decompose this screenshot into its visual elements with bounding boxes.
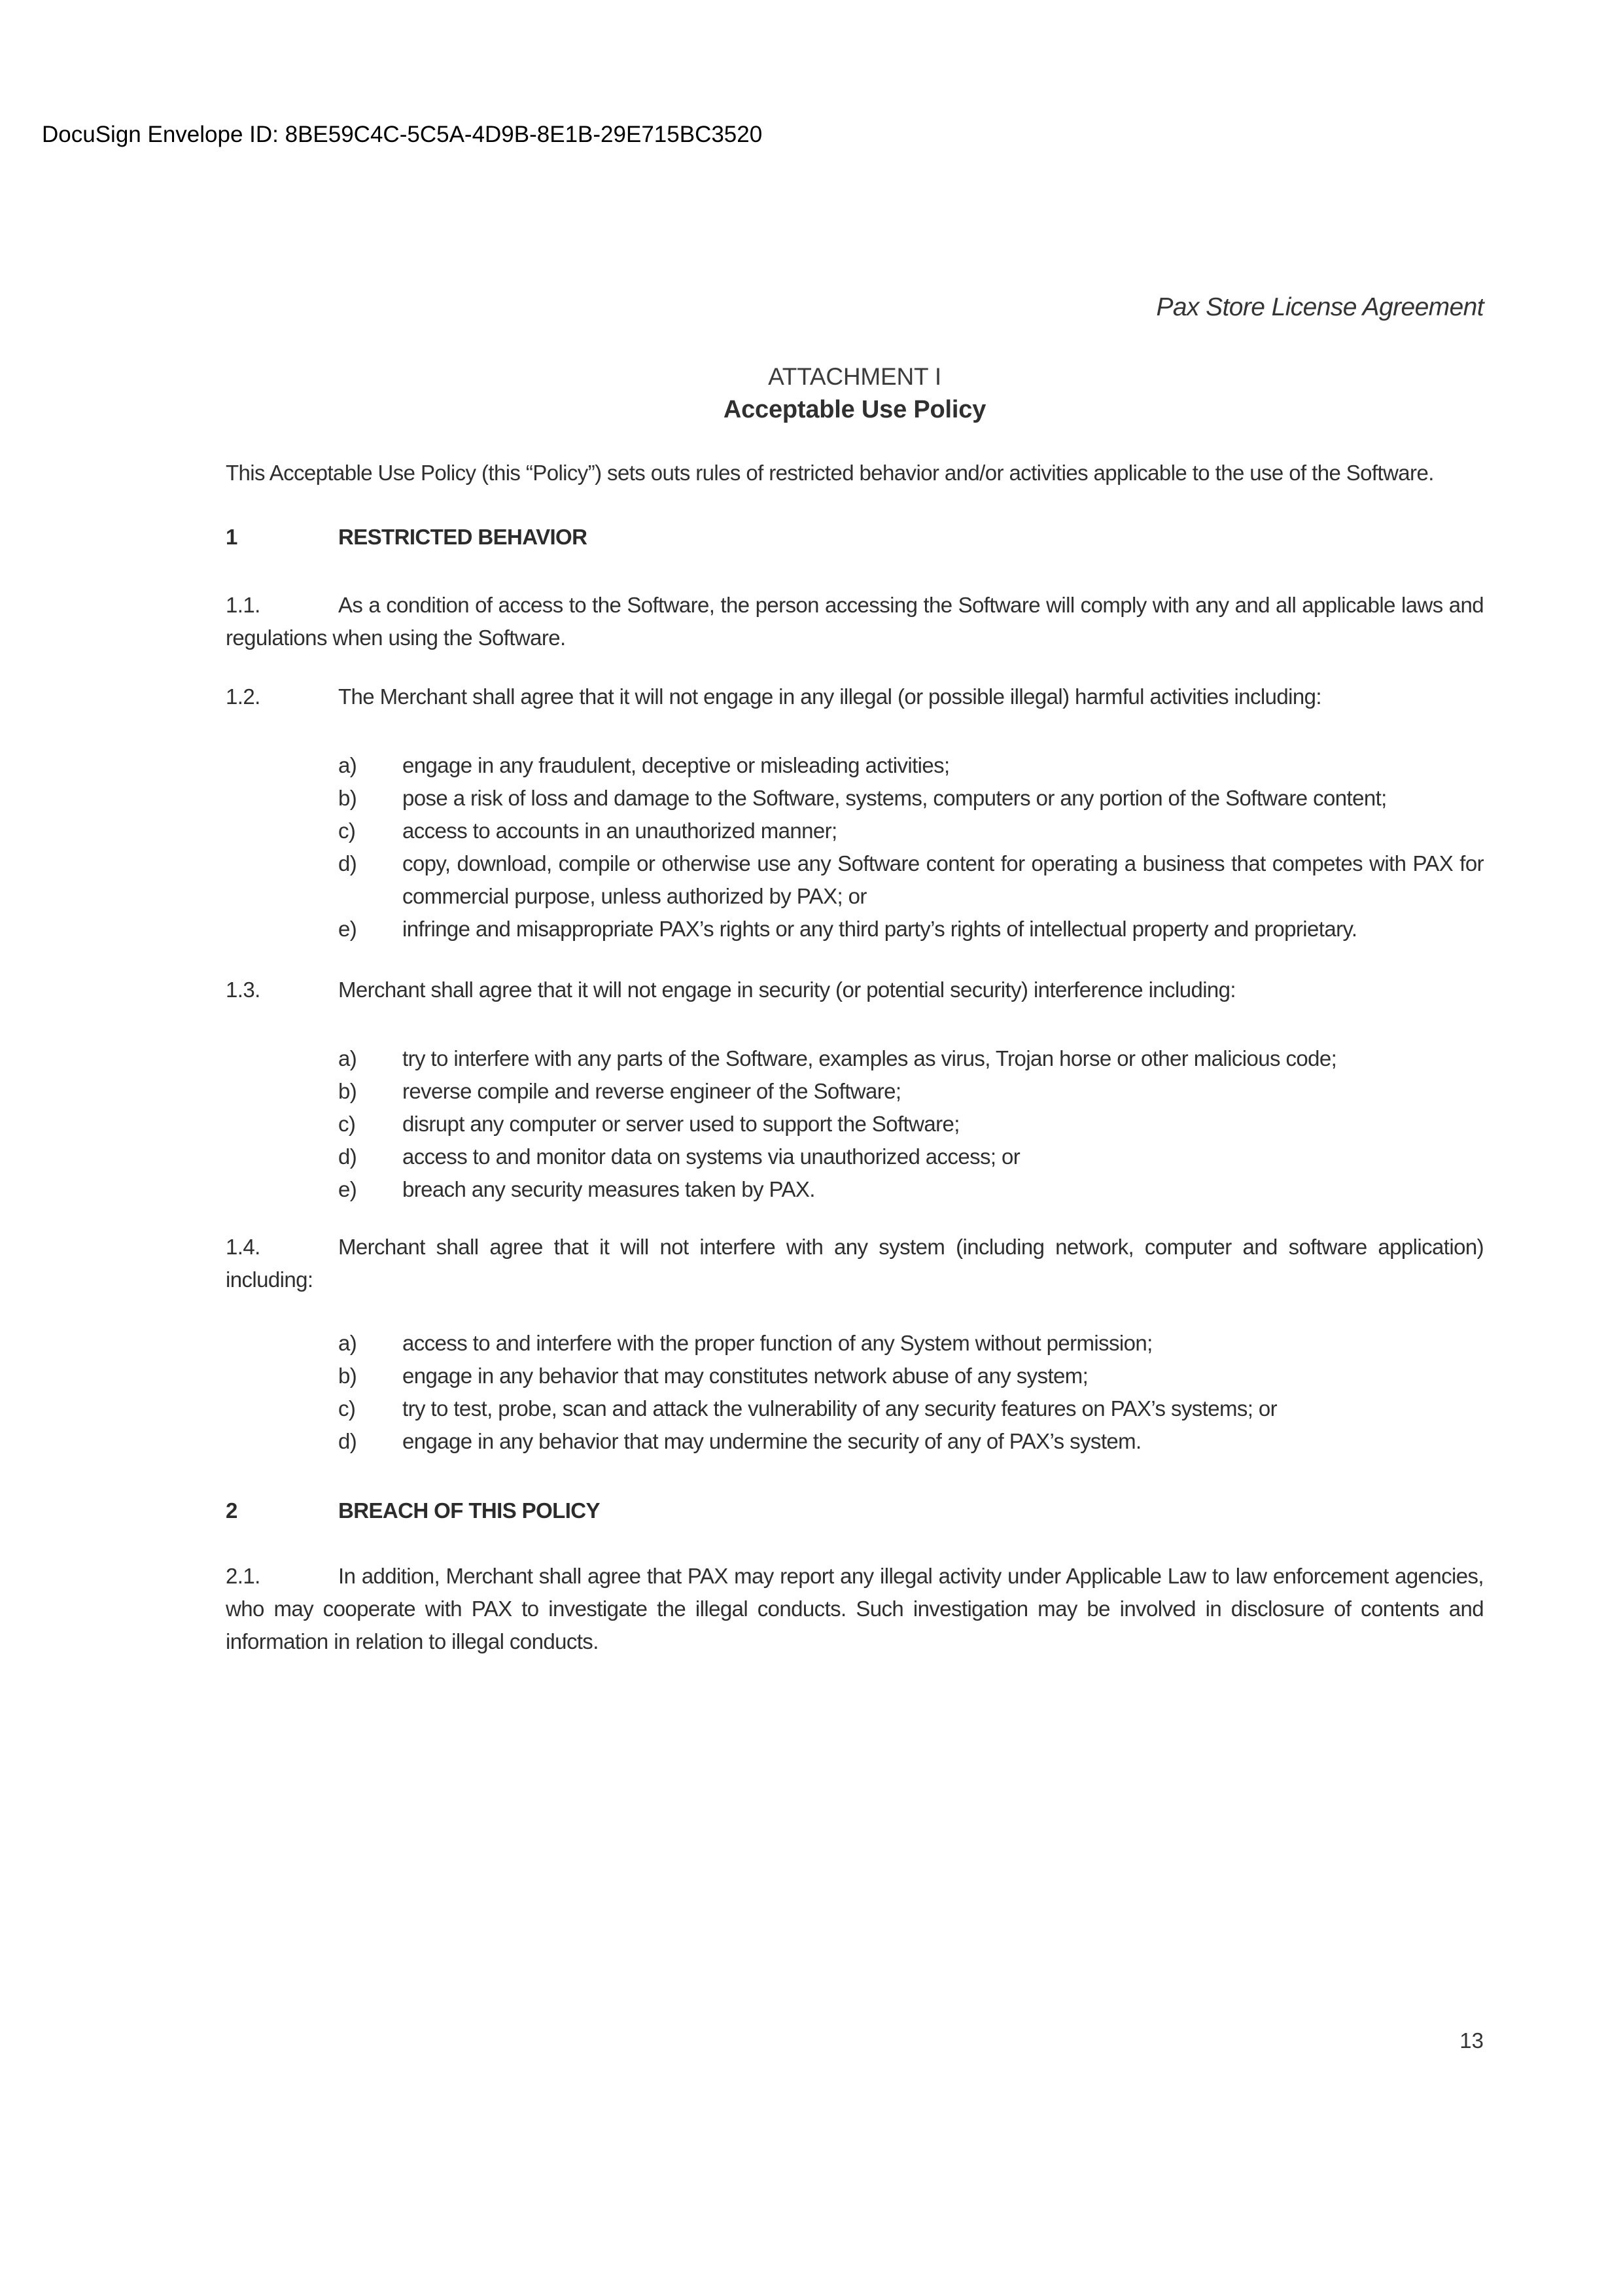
list-item-text: access to accounts in an unauthorized manner; <box>402 819 837 843</box>
list-item <box>338 749 1484 782</box>
clause-paragraph: 1.4. Merchant shall agree that it will not interfere with any system (including network, computer and software application) including: <box>226 1231 1484 1296</box>
clause-paragraph: 1.2. The Merchant shall agree that it will not engage in any illegal (or possible illegal) harmful activities including: <box>226 680 1484 713</box>
list-item-text: pose a risk of loss and damage to the Software, systems, computers or any portion of the Software content; <box>402 786 1387 810</box>
list-item-label: d) <box>338 851 357 875</box>
list-item <box>338 1140 1484 1173</box>
list-item-text: engage in any behavior that may undermine the security of any of PAX’s system. <box>402 1429 1142 1453</box>
clause-number: 1.3. <box>226 978 260 1002</box>
list-item-text: infringe and misappropriate PAX’s rights or any third party’s rights of intellectual property and proprietary. <box>402 917 1357 941</box>
list-item-label: c) <box>338 819 356 843</box>
section-heading <box>226 1494 1484 1527</box>
list-item <box>338 1108 1484 1140</box>
clause-list <box>226 749 1484 945</box>
section-number: 1 <box>226 525 237 549</box>
list-item <box>338 1075 1484 1108</box>
list-item-label: b) <box>338 786 357 810</box>
list-item-text: copy, download, compile or otherwise use any Software content for operating a business that competes with PAX for commercial purpose, unless authorized by PAX; or <box>402 851 1484 908</box>
list-item <box>338 913 1484 945</box>
list-item <box>338 1360 1484 1392</box>
running-title: Pax Store License Agreement <box>1156 293 1484 321</box>
list-item <box>338 815 1484 847</box>
section-title: RESTRICTED BEHAVIOR <box>338 525 587 549</box>
clause-number: 2.1. <box>226 1564 260 1588</box>
list-item-text: reverse compile and reverse engineer of the Software; <box>402 1079 901 1103</box>
list-item-text: try to interfere with any parts of the Software, examples as virus, Trojan horse or other malicious code; <box>402 1046 1337 1070</box>
list-item-label: b) <box>338 1364 357 1388</box>
list-item-text: disrupt any computer or server used to support the Software; <box>402 1112 960 1136</box>
list-item-label: a) <box>338 753 357 777</box>
list-item <box>338 1392 1484 1425</box>
list-item-text: access to and interfere with the proper function of any System without permission; <box>402 1331 1153 1355</box>
document-body <box>226 0 1484 1658</box>
clause-list <box>226 1327 1484 1458</box>
list-item <box>338 1327 1484 1360</box>
list-item-text: breach any security measures taken by PAX. <box>402 1177 815 1201</box>
section-title: BREACH OF THIS POLICY <box>338 1498 600 1523</box>
section-heading <box>226 521 1484 554</box>
list-item <box>338 1042 1484 1075</box>
section-number: 2 <box>226 1498 237 1523</box>
clause-paragraph: 1.3. Merchant shall agree that it will not engage in security (or potential security) interference including: <box>226 974 1484 1006</box>
list-item-label: c) <box>338 1396 356 1421</box>
intro-paragraph: This Acceptable Use Policy (this “Policy”) sets outs rules of restricted behavior and/or activities applicable to the use of the Software. <box>226 461 1434 485</box>
list-item-label: c) <box>338 1112 356 1136</box>
list-item-label: a) <box>338 1046 357 1070</box>
page-number: 13 <box>1459 2028 1484 2053</box>
list-item <box>338 1173 1484 1206</box>
list-item <box>338 847 1484 913</box>
list-item <box>338 782 1484 815</box>
clause-number: 1.1. <box>226 593 260 617</box>
attachment-label: ATTACHMENT I <box>768 363 941 390</box>
clause-paragraph: 1.1. As a condition of access to the Software, the person accessing the Software will comply with any and all applicable laws and regulations when using the Software. <box>226 589 1484 654</box>
list-item-text: engage in any fraudulent, deceptive or misleading activities; <box>402 753 950 777</box>
list-item-label: d) <box>338 1429 357 1453</box>
attachment-title: Acceptable Use Policy <box>723 396 986 423</box>
list-item-label: e) <box>338 1177 357 1201</box>
list-item <box>338 1425 1484 1458</box>
list-item-label: e) <box>338 917 357 941</box>
clause-number: 1.4. <box>226 1235 260 1259</box>
list-item-text: access to and monitor data on systems via unauthorized access; or <box>402 1144 1021 1169</box>
clause-paragraph: 2.1. In addition, Merchant shall agree that PAX may report any illegal activity under Applicable Law to law enforcement agencies, who may cooperate with PAX to investigate the illegal conducts. Such investigation may be involved in disclosure of contents and information in relation to illegal conducts. <box>226 1560 1484 1658</box>
list-item-label: a) <box>338 1331 357 1355</box>
clause-number: 1.2. <box>226 684 260 709</box>
docusign-envelope-id: DocuSign Envelope ID: 8BE59C4C-5C5A-4D9B-8E1B-29E715BC3520 <box>42 122 763 147</box>
list-item-text: try to test, probe, scan and attack the vulnerability of any security features on PAX’s systems; or <box>402 1396 1278 1421</box>
list-item-label: d) <box>338 1144 357 1169</box>
list-item-label: b) <box>338 1079 357 1103</box>
clause-list <box>226 1042 1484 1206</box>
list-item-text: engage in any behavior that may constitutes network abuse of any system; <box>402 1364 1089 1388</box>
